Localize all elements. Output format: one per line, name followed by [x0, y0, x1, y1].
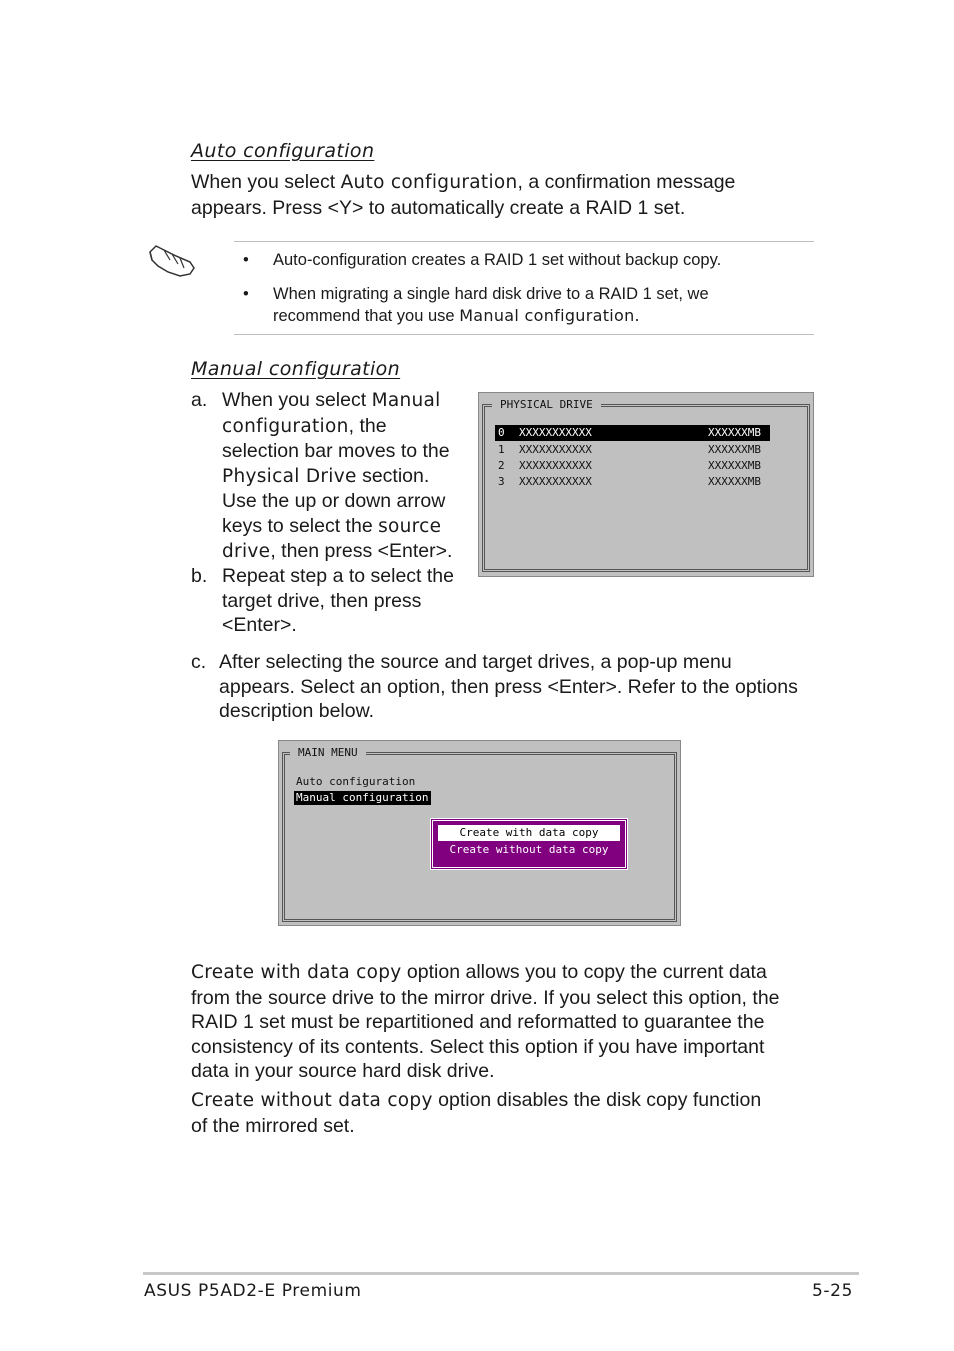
- keyword: configuration: [222, 415, 349, 437]
- popup-option-with-copy[interactable]: Create with data copy: [438, 825, 620, 841]
- keyword: Physical Drive: [222, 465, 357, 487]
- with-copy-description: [191, 960, 831, 1084]
- physical-drive-screen: [478, 392, 814, 577]
- step-text: description below.: [219, 700, 375, 722]
- drive-name: XXXXXXXXXXX: [519, 443, 592, 456]
- step-text: section.: [356, 464, 430, 487]
- description-text: data in your source hard disk drive.: [191, 1060, 495, 1082]
- description-text: option allows you to copy the current data: [401, 961, 767, 983]
- drive-number: 0: [498, 426, 505, 439]
- footer-page-number: 5-25: [812, 1281, 853, 1301]
- copy-option-popup: [430, 818, 628, 870]
- drive-row-selected[interactable]: [495, 425, 770, 441]
- step-text: , then press <Enter>.: [270, 540, 453, 562]
- keyword: source: [378, 515, 442, 537]
- drive-row[interactable]: [495, 458, 770, 474]
- step-text: <Enter>.: [222, 614, 297, 636]
- drive-number: 3: [498, 475, 505, 488]
- note-bottom-rule: [234, 334, 814, 335]
- note-item-2: [273, 283, 813, 327]
- keyword: Create without data copy: [191, 1090, 433, 1111]
- step-text: keys to select the: [222, 514, 379, 537]
- drive-name: XXXXXXXXXXX: [519, 426, 592, 439]
- main-menu-title: MAIN MENU: [290, 746, 366, 759]
- drive-row[interactable]: [495, 474, 770, 490]
- note-text: recommend that you use: [273, 307, 460, 325]
- description-text: consistency of its contents. Select this option if you have important: [191, 1035, 765, 1058]
- keyword: drive: [222, 541, 271, 562]
- drive-size: XXXXXXMB: [708, 459, 761, 472]
- description-text: from the source drive to the mirror drive. If you select this option, the: [191, 986, 780, 1009]
- description-text: of the mirrored set.: [191, 1114, 355, 1137]
- drive-size: XXXXXXMB: [708, 475, 761, 488]
- main-menu-screen: [278, 740, 681, 926]
- drive-name: XXXXXXXXXXX: [519, 475, 592, 488]
- step-text: appears. Select an option, then press <Enter>. Refer to the options: [219, 675, 798, 698]
- step-text: selection bar moves to the: [222, 440, 450, 462]
- menu-item-auto-configuration[interactable]: Auto configuration: [296, 775, 416, 788]
- keyword: Manual: [371, 390, 441, 411]
- note-bullet: •: [243, 285, 249, 303]
- keyword: Auto configuration: [340, 172, 518, 193]
- manual-config-heading: Manual configuration: [191, 358, 401, 380]
- paragraph-text: When you select: [191, 171, 341, 193]
- menu-item-manual-configuration[interactable]: Manual configuration: [294, 791, 431, 805]
- keyword: Manual configuration.: [459, 306, 640, 325]
- step-a-label: a.: [191, 389, 208, 411]
- step-c-text: [219, 650, 829, 724]
- paragraph-text: appears. Press <Y> to automatically create a RAID 1 set.: [191, 196, 686, 219]
- note-text: When migrating a single hard disk drive to a RAID 1 set, we: [273, 285, 709, 303]
- physical-drive-title: PHYSICAL DRIVE: [492, 398, 601, 411]
- footer-product-name: ASUS P5AD2-E Premium: [144, 1281, 362, 1301]
- drive-size: XXXXXXMB: [708, 443, 761, 456]
- drive-row[interactable]: [495, 442, 770, 458]
- auto-config-heading: Auto configuration: [191, 140, 375, 162]
- note-bullet: •: [243, 251, 249, 269]
- drive-size: XXXXXXMB: [708, 426, 761, 439]
- note-top-rule: [234, 241, 814, 242]
- note-item-1: Auto-configuration creates a RAID 1 set without backup copy.: [273, 251, 722, 269]
- drive-name: XXXXXXXXXXX: [519, 459, 592, 472]
- keyword: Create with data copy: [191, 962, 402, 983]
- step-text: target drive, then press: [222, 589, 422, 612]
- popup-option-without-copy[interactable]: Create without data copy: [449, 843, 609, 856]
- footer-rule: [143, 1272, 859, 1275]
- step-text: , the: [348, 414, 387, 437]
- step-text: Repeat step a to select the: [222, 565, 454, 587]
- step-text: When you select: [222, 389, 372, 411]
- description-text: option disables the disk copy function: [432, 1089, 762, 1111]
- step-b-label: b.: [191, 565, 208, 587]
- step-c-label: c.: [191, 651, 207, 673]
- drive-number: 2: [498, 459, 505, 472]
- step-b-text: [222, 564, 482, 638]
- paragraph-text: , a confirmation message: [517, 171, 736, 193]
- step-text: After selecting the source and target drives, a pop-up menu: [219, 651, 732, 673]
- note-hand-icon: [146, 240, 198, 280]
- step-a-text: [222, 388, 482, 565]
- step-text: Use the up or down arrow: [222, 490, 446, 512]
- without-copy-description: [191, 1088, 831, 1138]
- auto-config-paragraph: [191, 170, 831, 220]
- drive-number: 1: [498, 443, 505, 456]
- description-text: RAID 1 set must be repartitioned and reformatted to guarantee the: [191, 1011, 765, 1033]
